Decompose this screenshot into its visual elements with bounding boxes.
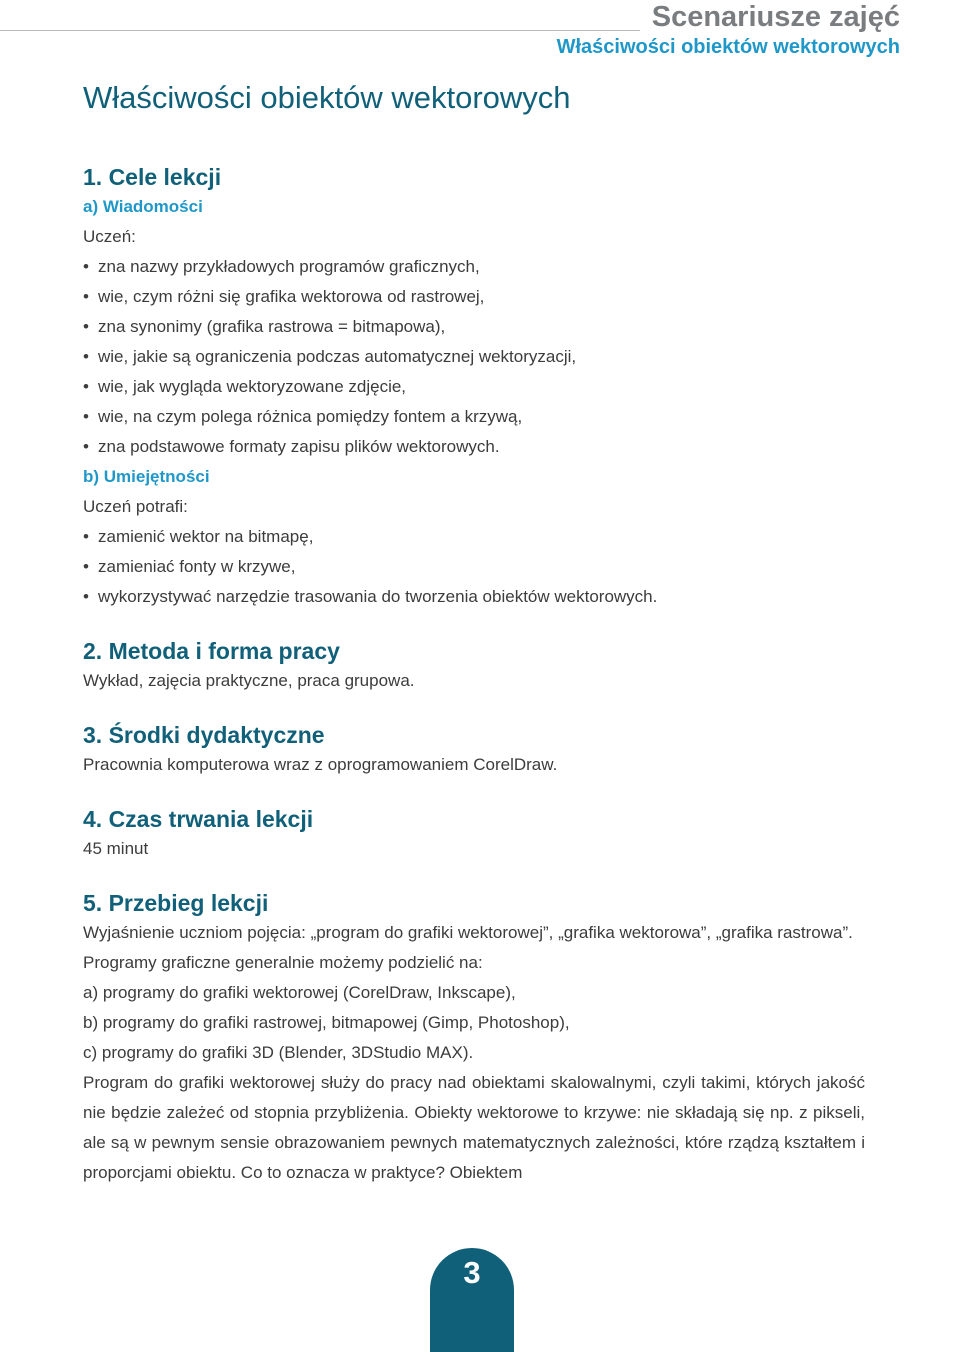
page-number-badge: [430, 1248, 514, 1352]
section-method: [83, 636, 865, 696]
knowledge-list: [83, 252, 865, 462]
list-item: • zna nazwy przykładowych programów graficznych,: [83, 252, 865, 282]
section-heading-goals: 1. Cele lekcji: [83, 164, 222, 190]
skills-intro: Uczeń potrafi:: [83, 497, 188, 516]
list-item: • zamienić wektor na bitmapę,: [83, 522, 865, 552]
resources-text: Pracownia komputerowa wraz z oprogramowaniem CorelDraw.: [83, 755, 558, 774]
subheading-knowledge: a) Wiadomości: [83, 197, 203, 216]
section-resources: [83, 720, 865, 780]
section-heading-duration: 4. Czas trwania lekcji: [83, 806, 314, 832]
list-item: • zamieniać fonty w krzywe,: [83, 552, 865, 582]
course-paragraph: Program do grafiki wektorowej służy do pracy nad obiektami skalowalnymi, czyli takimi, których jakość nie będzie zależeć od stopnia przybliżenia. Obiekty wektorowe to krzywe: nie składają się np. z pikseli, ale są w pewnym sensie obrazowaniem pewnych matematycznych zależności, które rządzą kształtem i proporcjami obiektu. Co to oznacza w praktyce? Obiektem: [83, 1073, 865, 1182]
program-type-item: c) programy do grafiki 3D (Blender, 3DStudio MAX).: [83, 1043, 474, 1062]
section-heading-course: 5. Przebieg lekcji: [83, 890, 269, 916]
header-topic-title: Właściwości obiektów wektorowych: [556, 36, 900, 58]
page-header: [0, 0, 960, 60]
skills-list: [83, 522, 865, 612]
page-number: 3: [463, 1255, 481, 1290]
list-item: • zna synonimy (grafika rastrowa = bitmapowa),: [83, 312, 865, 342]
course-paragraph: Programy graficzne generalnie możemy podzielić na:: [83, 953, 483, 972]
list-item: • wie, na czym polega różnica pomiędzy fontem a krzywą,: [83, 402, 865, 432]
program-type-item: a) programy do grafiki wektorowej (CorelDraw, Inkscape),: [83, 983, 516, 1002]
program-type-item: b) programy do grafiki rastrowej, bitmapowej (Gimp, Photoshop),: [83, 1013, 570, 1032]
list-item: • wie, jakie są ograniczenia podczas automatycznej wektoryzacji,: [83, 342, 865, 372]
section-course: [83, 888, 865, 1188]
document-body: [83, 78, 865, 1188]
section-heading-resources: 3. Środki dydaktyczne: [83, 722, 325, 748]
section-heading-method: 2. Metoda i forma pracy: [83, 638, 340, 664]
duration-text: 45 minut: [83, 839, 149, 858]
list-item: • zna podstawowe formaty zapisu plików wektorowych.: [83, 432, 865, 462]
method-text: Wykład, zajęcia praktyczne, praca grupowa.: [83, 671, 415, 690]
knowledge-intro: Uczeń:: [83, 227, 136, 246]
section-goals: [83, 162, 865, 612]
list-item: • wie, jak wygląda wektoryzowane zdjęcie,: [83, 372, 865, 402]
list-item: • wie, czym różni się grafika wektorowa od rastrowej,: [83, 282, 865, 312]
document-title: Właściwości obiektów wektorowych: [83, 80, 571, 115]
course-paragraph: Wyjaśnienie uczniom pojęcia: „program do grafiki wektorowej”, „grafika wektorowa”, „grafika rastrowa”.: [83, 923, 853, 942]
subheading-skills: b) Umiejętności: [83, 467, 210, 486]
list-item: • wykorzystywać narzędzie trasowania do tworzenia obiektów wektorowych.: [83, 582, 865, 612]
section-duration: [83, 804, 865, 864]
header-series-title: Scenariusze zajęć: [640, 1, 900, 33]
